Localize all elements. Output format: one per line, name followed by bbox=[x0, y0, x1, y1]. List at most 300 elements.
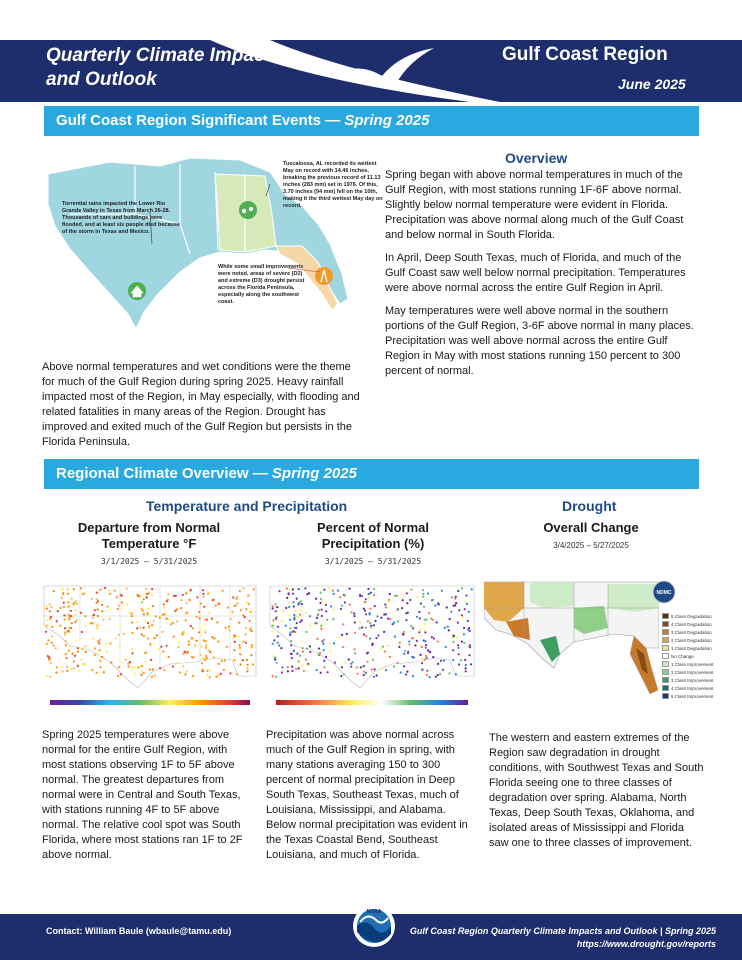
station-dot bbox=[320, 672, 322, 674]
station-dot bbox=[462, 616, 464, 618]
station-dot bbox=[177, 646, 179, 648]
station-dot bbox=[131, 632, 133, 634]
station-dot bbox=[69, 631, 71, 633]
station-dot bbox=[289, 619, 291, 621]
station-dot bbox=[288, 606, 290, 608]
station-dot bbox=[246, 659, 248, 661]
station-dot bbox=[96, 628, 98, 630]
callout-tuscaloosa: Tuscaloosa, AL recorded its wettest May on record with 14.46 inches, breaking the previous record of 11.13 inches (283 mm) set in 1976. Of this, 3.70 inches (94 mm) fell on the 10th, making it the third wettest May day on record. bbox=[283, 161, 383, 209]
station-dot bbox=[55, 647, 57, 649]
station-dot bbox=[94, 609, 96, 611]
station-dot bbox=[428, 612, 430, 614]
station-dot bbox=[131, 652, 133, 654]
station-dot bbox=[225, 627, 227, 629]
station-dot bbox=[95, 652, 97, 654]
station-dot bbox=[369, 608, 371, 610]
legend-swatch bbox=[662, 661, 669, 667]
station-dot bbox=[360, 666, 362, 668]
station-dot bbox=[81, 631, 83, 633]
station-dot bbox=[191, 637, 193, 639]
station-dot bbox=[163, 603, 165, 605]
station-dot bbox=[272, 643, 274, 645]
station-dot bbox=[432, 656, 434, 658]
station-dot bbox=[143, 598, 145, 600]
station-dot bbox=[184, 673, 186, 675]
overview-text bbox=[385, 168, 703, 387]
station-dot bbox=[209, 651, 211, 653]
station-dot bbox=[57, 610, 59, 612]
station-dot bbox=[154, 637, 156, 639]
station-dot bbox=[305, 631, 307, 633]
station-dot bbox=[353, 648, 355, 650]
station-dot bbox=[140, 674, 142, 676]
station-dot bbox=[47, 639, 49, 641]
footer-url[interactable]: https://www.drought.gov/reports bbox=[576, 939, 716, 949]
station-dot bbox=[198, 611, 200, 613]
station-dot bbox=[321, 600, 323, 602]
station-dot bbox=[453, 635, 455, 637]
station-dot bbox=[454, 598, 456, 600]
station-dot bbox=[465, 664, 467, 666]
station-dot bbox=[425, 644, 427, 646]
station-dot bbox=[382, 646, 384, 648]
station-dot bbox=[182, 594, 184, 596]
station-dot bbox=[162, 631, 164, 633]
station-dot bbox=[298, 660, 300, 662]
station-dot bbox=[139, 595, 141, 597]
station-dot bbox=[179, 671, 181, 673]
region-title: Gulf Coast Region bbox=[502, 44, 668, 65]
station-dot bbox=[65, 653, 67, 655]
station-dot bbox=[369, 637, 371, 639]
station-dot bbox=[70, 610, 72, 612]
station-dot bbox=[316, 638, 318, 640]
station-dot bbox=[166, 618, 168, 620]
station-dot bbox=[441, 590, 443, 592]
station-dot bbox=[373, 594, 375, 596]
station-dot bbox=[175, 595, 177, 597]
station-dot bbox=[414, 644, 416, 646]
station-dot bbox=[289, 614, 291, 616]
station-dot bbox=[276, 662, 278, 664]
station-dot bbox=[411, 637, 413, 639]
station-dot bbox=[248, 603, 250, 605]
station-dot bbox=[218, 663, 220, 665]
station-dot bbox=[274, 656, 276, 658]
station-dot bbox=[226, 646, 228, 648]
station-dot bbox=[127, 663, 129, 665]
station-dot bbox=[287, 666, 289, 668]
station-dot bbox=[346, 633, 348, 635]
station-dot bbox=[328, 587, 330, 589]
station-dot bbox=[101, 656, 103, 658]
station-dot bbox=[199, 628, 201, 630]
overview-paragraph: May temperatures were well above normal in the southern portions of the Gulf Region, 3-6F above normal in many places. Precipitation was well above normal across the entire Gulf Region in May with most stations running 150 percent to 300 percent of normal. bbox=[385, 305, 694, 377]
station-dot bbox=[403, 665, 405, 667]
station-dot bbox=[303, 670, 305, 672]
station-dot bbox=[308, 664, 310, 666]
station-dot bbox=[465, 670, 467, 672]
station-dot bbox=[201, 669, 203, 671]
station-dot bbox=[66, 666, 68, 668]
station-dot bbox=[363, 670, 365, 672]
station-dot bbox=[250, 611, 252, 613]
station-dot bbox=[309, 645, 311, 647]
station-dot bbox=[200, 634, 202, 636]
station-dot bbox=[196, 640, 198, 642]
station-dot bbox=[417, 596, 419, 598]
station-dot bbox=[68, 605, 70, 607]
station-dot bbox=[467, 629, 469, 631]
station-dot bbox=[100, 666, 102, 668]
station-dot bbox=[397, 620, 399, 622]
station-dot bbox=[62, 592, 64, 594]
station-dot bbox=[232, 596, 234, 598]
station-dot bbox=[359, 627, 361, 629]
station-dot bbox=[342, 646, 344, 648]
station-dot bbox=[419, 654, 421, 656]
station-dot bbox=[300, 600, 302, 602]
station-dot bbox=[374, 668, 376, 670]
station-dot bbox=[250, 646, 252, 648]
station-dot bbox=[354, 652, 356, 654]
station-dot bbox=[68, 618, 70, 620]
footer-publication: Gulf Coast Region Quarterly Climate Impacts and Outlook | Spring 2025 https://www.drought.gov/reports bbox=[409, 926, 716, 949]
station-dot bbox=[59, 625, 61, 627]
station-dot bbox=[394, 595, 396, 597]
legend-item bbox=[662, 676, 732, 684]
legend-swatch bbox=[662, 693, 669, 699]
station-dot bbox=[425, 655, 427, 657]
station-dot bbox=[298, 588, 300, 590]
station-dot bbox=[452, 659, 454, 661]
station-dot bbox=[105, 643, 107, 645]
station-dot bbox=[365, 635, 367, 637]
station-dot bbox=[129, 661, 131, 663]
station-dot bbox=[448, 672, 450, 674]
station-dot bbox=[292, 601, 294, 603]
station-dot bbox=[344, 662, 346, 664]
station-dot bbox=[126, 588, 128, 590]
station-dot bbox=[213, 637, 215, 639]
station-dot bbox=[271, 631, 273, 633]
station-dot bbox=[405, 619, 407, 621]
station-dot bbox=[224, 660, 226, 662]
station-dot bbox=[212, 619, 214, 621]
station-dot bbox=[444, 627, 446, 629]
station-dot bbox=[233, 659, 235, 661]
station-dot bbox=[418, 611, 420, 613]
station-dot bbox=[458, 653, 460, 655]
station-dot bbox=[160, 646, 162, 648]
station-dot bbox=[428, 669, 430, 671]
station-dot bbox=[282, 610, 284, 612]
station-dot bbox=[52, 644, 54, 646]
station-dot bbox=[192, 675, 194, 677]
station-dot bbox=[352, 661, 354, 663]
station-dot bbox=[291, 653, 293, 655]
station-dot bbox=[423, 606, 425, 608]
station-dot bbox=[245, 627, 247, 629]
station-dot bbox=[145, 593, 147, 595]
station-dot bbox=[200, 602, 202, 604]
station-dot bbox=[399, 642, 401, 644]
station-dot bbox=[245, 633, 247, 635]
station-dot bbox=[359, 594, 361, 596]
station-dot bbox=[164, 669, 166, 671]
station-dot bbox=[363, 665, 365, 667]
station-dot bbox=[204, 630, 206, 632]
station-dot bbox=[242, 614, 244, 616]
station-dot bbox=[49, 603, 51, 605]
station-dot bbox=[372, 659, 374, 661]
station-dot bbox=[75, 600, 77, 602]
legend-label: 2 Class Degradation bbox=[671, 637, 712, 643]
station-dot bbox=[143, 627, 145, 629]
station-dot bbox=[93, 654, 95, 656]
station-dot bbox=[204, 659, 206, 661]
station-dot bbox=[276, 606, 278, 608]
station-dot bbox=[78, 670, 80, 672]
station-dot bbox=[439, 673, 441, 675]
station-dot bbox=[74, 614, 76, 616]
station-dot bbox=[406, 592, 408, 594]
station-dot bbox=[199, 654, 201, 656]
station-dot bbox=[217, 674, 219, 676]
station-dot bbox=[163, 606, 165, 608]
station-dot bbox=[349, 604, 351, 606]
station-dot bbox=[325, 656, 327, 658]
station-dot bbox=[66, 670, 68, 672]
legend-label: No Change bbox=[671, 653, 694, 659]
station-dot bbox=[141, 670, 143, 672]
station-dot bbox=[363, 674, 365, 676]
station-dot bbox=[376, 615, 378, 617]
station-dot bbox=[220, 673, 222, 675]
station-dot bbox=[186, 671, 188, 673]
station-dot bbox=[172, 622, 174, 624]
station-dot bbox=[365, 627, 367, 629]
station-dot bbox=[315, 598, 317, 600]
station-dot bbox=[320, 598, 322, 600]
station-dot bbox=[234, 635, 236, 637]
station-dot bbox=[233, 649, 235, 651]
station-dot bbox=[166, 600, 168, 602]
station-dot bbox=[145, 620, 147, 622]
station-dot bbox=[64, 631, 66, 633]
station-dot bbox=[144, 661, 146, 663]
station-dot bbox=[101, 604, 103, 606]
station-dot bbox=[375, 620, 377, 622]
station-dot bbox=[73, 660, 75, 662]
station-dot bbox=[321, 615, 323, 617]
station-dot bbox=[147, 622, 149, 624]
station-dot bbox=[98, 643, 100, 645]
station-dot bbox=[49, 618, 51, 620]
station-dot bbox=[249, 620, 251, 622]
station-dot bbox=[421, 657, 423, 659]
station-dot bbox=[94, 647, 96, 649]
station-dot bbox=[443, 660, 445, 662]
legend-item bbox=[662, 620, 732, 628]
station-dot bbox=[466, 603, 468, 605]
station-dot bbox=[198, 631, 200, 633]
station-dot bbox=[410, 625, 412, 627]
drought-legend bbox=[662, 612, 732, 700]
station-dot bbox=[354, 621, 356, 623]
station-dot bbox=[243, 587, 245, 589]
station-dot bbox=[457, 647, 459, 649]
station-dot bbox=[323, 666, 325, 668]
station-dot bbox=[96, 592, 98, 594]
station-dot bbox=[455, 596, 457, 598]
station-dot bbox=[184, 651, 186, 653]
station-dot bbox=[373, 588, 375, 590]
station-dot bbox=[141, 633, 143, 635]
station-dot bbox=[75, 609, 77, 611]
station-dot bbox=[308, 592, 310, 594]
station-dot bbox=[108, 590, 110, 592]
station-dot bbox=[75, 639, 77, 641]
station-dot bbox=[457, 590, 459, 592]
station-dot bbox=[424, 623, 426, 625]
station-dot bbox=[97, 600, 99, 602]
station-dot bbox=[429, 651, 431, 653]
station-dot bbox=[320, 628, 322, 630]
station-dot bbox=[213, 656, 215, 658]
station-dot bbox=[45, 625, 47, 627]
station-dot bbox=[323, 649, 325, 651]
station-dot bbox=[205, 640, 207, 642]
station-dot bbox=[292, 588, 294, 590]
station-dot bbox=[295, 668, 297, 670]
station-dot bbox=[185, 592, 187, 594]
station-dot bbox=[151, 594, 153, 596]
station-dot bbox=[367, 620, 369, 622]
station-dot bbox=[223, 669, 225, 671]
station-dot bbox=[372, 643, 374, 645]
station-dot bbox=[329, 643, 331, 645]
station-dot bbox=[421, 669, 423, 671]
station-dot bbox=[468, 654, 470, 656]
station-dot bbox=[236, 673, 238, 675]
callout-rio-grande: Torrential rains impacted the Lower Rio Grande Valley in Texas from March 26-28. Thousands of cars and buildings were flooded, and at least six people died because of the storm in Texas and Mexico. bbox=[62, 201, 180, 235]
station-dot bbox=[176, 620, 178, 622]
rain-drops-icon bbox=[239, 201, 257, 219]
station-dot bbox=[316, 617, 318, 619]
station-dot bbox=[426, 657, 428, 659]
station-dot bbox=[46, 643, 48, 645]
station-dot bbox=[333, 609, 335, 611]
station-dot bbox=[341, 666, 343, 668]
regional-overview-bar: Regional Climate Overview — Spring 2025 bbox=[44, 459, 699, 489]
station-dot bbox=[348, 658, 350, 660]
station-dot bbox=[465, 601, 467, 603]
station-dot bbox=[151, 676, 153, 678]
station-dot bbox=[106, 605, 108, 607]
legend-item bbox=[662, 636, 732, 644]
station-dot bbox=[384, 603, 386, 605]
station-dot bbox=[236, 596, 238, 598]
station-dot bbox=[240, 609, 242, 611]
station-dot bbox=[229, 629, 231, 631]
station-dot bbox=[207, 649, 209, 651]
station-dot bbox=[272, 675, 274, 677]
station-dot bbox=[435, 676, 437, 678]
station-dot bbox=[247, 664, 249, 666]
station-dot bbox=[83, 592, 85, 594]
station-dot bbox=[56, 666, 58, 668]
station-dot bbox=[398, 646, 400, 648]
station-dot bbox=[291, 657, 293, 659]
station-dot bbox=[293, 618, 295, 620]
station-dot bbox=[405, 673, 407, 675]
station-dot bbox=[325, 610, 327, 612]
station-dot bbox=[289, 634, 291, 636]
station-dot bbox=[350, 666, 352, 668]
station-dot bbox=[118, 666, 120, 668]
station-dot bbox=[165, 645, 167, 647]
drought-heading: Drought bbox=[562, 498, 617, 514]
station-dot bbox=[74, 621, 76, 623]
station-dot bbox=[192, 627, 194, 629]
station-dot bbox=[51, 626, 53, 628]
station-dot bbox=[425, 647, 427, 649]
temp-map-title: Departure from Normal Temperature °F bbox=[77, 520, 221, 551]
station-dot bbox=[344, 601, 346, 603]
station-dot bbox=[69, 627, 71, 629]
station-dot bbox=[406, 602, 408, 604]
station-dot bbox=[206, 619, 208, 621]
station-dot bbox=[467, 620, 469, 622]
legend-label: 2 Class Improvement bbox=[671, 669, 714, 675]
station-dot bbox=[322, 643, 324, 645]
station-dot bbox=[418, 631, 420, 633]
station-dot bbox=[333, 642, 335, 644]
station-dot bbox=[371, 669, 373, 671]
station-dot bbox=[118, 634, 120, 636]
station-dot bbox=[339, 596, 341, 598]
station-dot bbox=[116, 596, 118, 598]
station-dot bbox=[178, 642, 180, 644]
legend-label: 5 Class Degradation bbox=[671, 613, 712, 619]
station-dot bbox=[460, 659, 462, 661]
legend-item bbox=[662, 644, 732, 652]
station-dot bbox=[319, 602, 321, 604]
station-dot bbox=[401, 607, 403, 609]
station-dot bbox=[377, 634, 379, 636]
station-dot bbox=[172, 665, 174, 667]
station-dot bbox=[424, 630, 426, 632]
precip-map-date: 3/1/2025 – 5/31/2025 bbox=[324, 557, 422, 566]
station-dot bbox=[176, 608, 178, 610]
station-dot bbox=[102, 619, 104, 621]
legend-label: 5 Class Improvement bbox=[671, 693, 714, 699]
station-dot bbox=[235, 598, 237, 600]
station-dot bbox=[342, 623, 344, 625]
legend-swatch bbox=[662, 637, 669, 643]
precipitation-percent-map bbox=[266, 580, 478, 710]
station-dot bbox=[147, 608, 149, 610]
station-dot bbox=[280, 647, 282, 649]
station-dot bbox=[66, 657, 68, 659]
station-dot bbox=[149, 669, 151, 671]
station-dot bbox=[274, 659, 276, 661]
station-dot bbox=[344, 595, 346, 597]
station-dot bbox=[115, 637, 117, 639]
station-dot bbox=[91, 622, 93, 624]
temperature-departure-map bbox=[40, 580, 260, 710]
